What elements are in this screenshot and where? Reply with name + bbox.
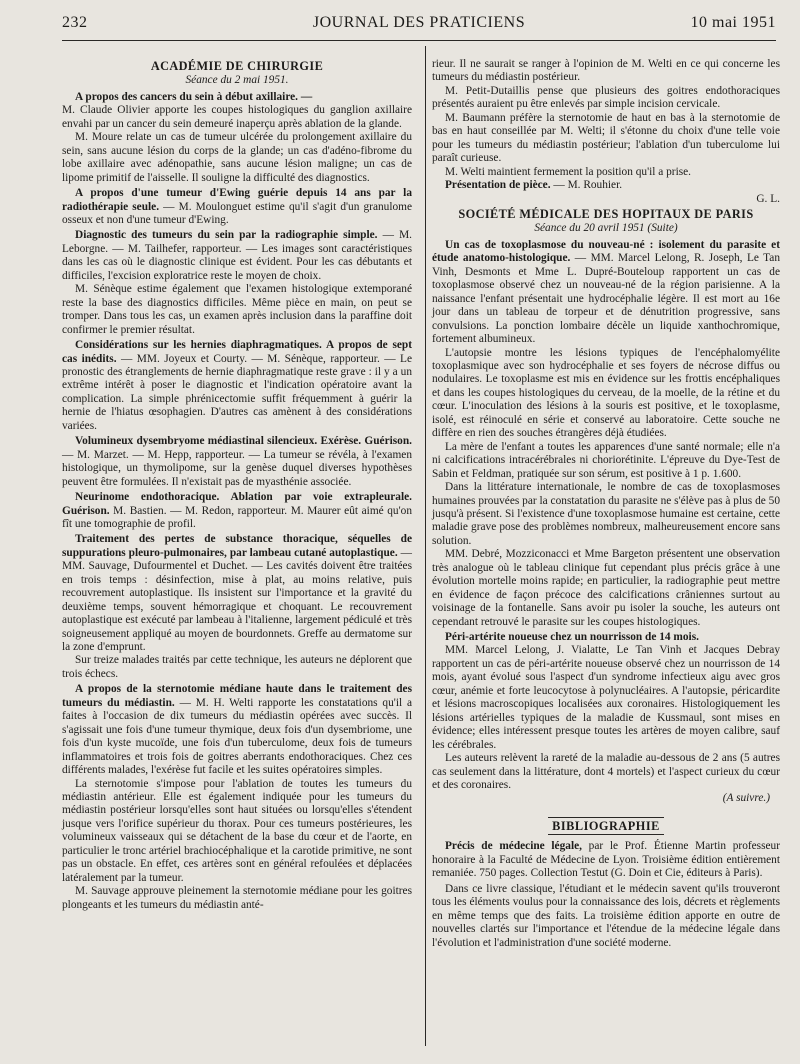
article-title: Péri-artérite noueuse chez un nourrisson de 14 mois. [445, 631, 699, 644]
issue-date: 10 mai 1951 [690, 14, 776, 31]
article-paragraph: La sternotomie s'impose pour l'ablation de toutes les tumeurs du médiastin antérieur. Elle est également indiquée pour les tumeurs du médiastin postérieur lorsqu'elles sont haut situées ou lorsqu'elles s'étendent jusque vers l'orifice supérieur du thorax. Pour ces tumeurs postérieures, les volumineux vaisseaux qui se détachent de la base du cœur et de l'aorte, en particulier le tronc artériel brachiocéphalique et la carotide primitive, ne sont pas un obstacle. En effet, ces artères sont en général refoulées et déplacées latéralement par la tumeur. [62, 777, 412, 884]
article-paragraph [432, 840, 780, 880]
article-title: Considérations sur les hernies diaphragmatiques. A propos de sept cas inédits. [62, 339, 412, 365]
article-title: A propos de la sternotomie médiane haute dans le traitement des tumeurs du médiastin. [62, 683, 412, 709]
journal-title: JOURNAL DES PRATICIENS [312, 14, 526, 31]
author-signature: G. L. [756, 192, 780, 205]
article-title: Traitement des pertes de substance thoracique, séquelles de suppurations pleuro-pulmonaires, par lambeau cutané autoplastique. [62, 533, 412, 559]
article-paragraph [62, 339, 412, 433]
section-title-academie: ACADÉMIE DE CHIRURGIE [150, 59, 324, 73]
article-paragraph: Dans ce livre classique, l'étudiant et le médecin savent qu'ils trouveront tous les éléments voulus pour la connaissance des lois, décrets et règlements en même temps que des faits. La troisième édition apporte en outre de nouvelles clartés sur l'importance et l'étendue de la médecine légale dans l'évolution et l'administration d'une société moderne. [432, 882, 780, 949]
bibliography-title: BIBLIOGRAPHIE [548, 817, 664, 835]
article-paragraph: M. Sénèque estime également que l'examen histologique extemporané reste la base des diagnostics difficiles. Même pièce en main, on peut se tromper. Dans tous les cas, un examen après inclusion dans la paraffine doit confirmer le premier résultat. [62, 283, 412, 336]
article-paragraph [432, 631, 780, 644]
article-title: Neurinome endothoracique. Ablation par voie extrapleurale. Guérison. [62, 491, 412, 517]
article-text: M. Bastien. — M. Redon, rapporteur. M. Maurer eût aimé qu'on fît une tomographie de profil. [62, 504, 412, 530]
article-paragraph [62, 435, 412, 489]
article-paragraph [62, 491, 412, 531]
article-title: Présentation de pièce. [445, 179, 551, 192]
article-paragraph: M. Claude Olivier apporte les coupes histologiques du ganglion axillaire envahi par un cancer du sein demeuré inaperçu après ablation de la glande. [62, 104, 412, 130]
article-text: — MM. Joyeux et Courty. — M. Sénèque, rapporteur. — Le pronostic des étranglements de hernie diaphragmatique reste grave : il y a un extrême intérêt à poser le diagnostic et l'indication opératoire avant la complication. La simple phrénicectomie suffit fréquemment à guérir la hernie de l'hiatus œsophagien. D'autres cas amènent à des considérations variées. [62, 352, 412, 432]
article-title: A propos des cancers du sein à début axillaire. — [75, 90, 313, 103]
article-paragraph [432, 239, 780, 347]
article-paragraph [62, 229, 412, 283]
section-title-societe: SOCIÉTÉ MÉDICALE DES HOPITAUX DE PARIS [458, 206, 754, 221]
article-paragraph: M. Baumann préfère la sternotomie de haut en bas à la sternotomie de bas en haut conseillée par M. Welti; il s'étonne du choix d'une telle voie pour les tumeurs du médiastin postérieur; l'ablation d'un tuberculome lui paraît curieuse. [432, 111, 780, 165]
column-divider [425, 46, 426, 1046]
article-paragraph: MM. Marcel Lelong, J. Vialatte, Le Tan Vinh et Jacques Debray rapportent un cas de péri-artérite noueuse observé chez un nourrisson de 14 mois, ayant évolué sous l'aspect d'un syndrome infectieux aigu avec gros cœur, anémie et forte leucocytose à polynucléaires. A l'autopsie, péricardite et lésions macroscopiques localisées aux coronaires. Histologiquement les lésions artérielles typiques de la maladie de Kussmaul, sont mises en évidence; elles intéressent presque toutes les artères de moyen calibre, sauf les cérébrales. [432, 644, 780, 751]
article-paragraph: L'autopsie montre les lésions typiques de l'encéphalomyélite toxoplasmique avec son hydrocéphalie et ses foyers de nécrose diffus ou nodulaires. Le toxoplasme est mis en évidence sur les frottis encéphaliques et dans les coupes histologiques du cerveau, de la moelle, de la rétine et du cœur. L'inoculation des lésions à la souris est positive, et le toxoplasme, isolé, est réinoculé en série et conservé au laboratoire. Cette souche ne diffère en rien des souches étrangères déjà étudiées. [432, 346, 780, 440]
article-paragraph: Sur treize malades traités par cette technique, les auteurs ne déplorent que trois échecs. [62, 654, 412, 680]
article-title: Diagnostic des tumeurs du sein par la radiographie simple. [75, 229, 378, 242]
right-column [432, 58, 780, 950]
article-paragraph: Dans la littérature internationale, le nombre de cas de toxoplasmoses humaines prouvées par la constatation du parasite ne s'élève pas à plus de 50 jusqu'à présent. Si l'existence d'une toxoplasmose humaine est certaine, cette maladie grave pose des problèmes nombreux, malheureusement encore sans solution. [432, 481, 780, 547]
article-text: — M. Moulonguet estime qu'il s'agit d'un granulome osseux et non d'une tumeur d'Ewing. [62, 200, 413, 226]
article-paragraph [62, 533, 412, 654]
article-paragraph: M. Petit-Dutaillis pense que plusieurs des goitres endothoraciques présentés auraient pu être enlevés par simple incision cervicale. [432, 84, 780, 111]
continued-note: (A suivre.) [722, 792, 770, 805]
page-header [62, 14, 776, 40]
article-text: — M. Leborgne. — M. Tailhefer, rapporteur. — Les images sont caractéristiques dans les cas où le diagnostic clinique est évident. Pour les cas débutants et difficiles, l'excision exploratrice reste le moyen de choix. [62, 229, 412, 282]
page-number: 232 [62, 14, 88, 31]
article-paragraph: MM. Debré, Mozziconacci et Mme Bargeton présentent une observation très analogue où le tableau clinique fut cependant plus précis grâce à une évolution mortelle moins rapide; en particulier, la radiographie peut mettre en évidence de façon précoce des calcifications crâniennes surtout au voisinage de la fontanelle. Sans avoir pu isoler la souche, les auteurs ont cependant retrouvé le parasite sur les coupes histologiques. [432, 548, 780, 628]
article-text: — MM. Sauvage, Dufourmentel et Duchet. — Les cavités doivent être traitées en trois temps : désinfection, mise à plat, au moins relative, puis recouvrement autoplastique. Ils insistent sur l'importance et la gravité du deuxième temps, souvent hémorragique et choquant. Le recouvrement autoplastique est exécuté par lambeau à l'italienne, largement pédiculé et très soigneusement appliqué au moyen de bourdonnets. Greffe au dermatome sur la zone d'emprunt. [62, 546, 412, 654]
article-paragraph [432, 179, 780, 192]
article-title: A propos d'une tumeur d'Ewing guérie depuis 14 ans par la radiothérapie seule. [62, 187, 412, 213]
book-details: par le Prof. Étienne Martin professeur honoraire à la Faculté de Médecine de Lyon. Troisième édition entièrement remaniée. 750 pages. Collection Testut (G. Doin et Cie, éditeurs à Paris). [432, 840, 780, 880]
article-paragraph: Les auteurs relèvent la rareté de la maladie au-dessous de 2 ans (5 autres cas seulement dans la littérature, dont 4 mortels) et l'aspect curieux du cœur et des coronaires. [432, 752, 780, 792]
article-title: Un cas de toxoplasmose du nouveau-né : isolement du parasite et étude anatomo-histologique. [432, 238, 780, 265]
left-column [62, 58, 412, 912]
article-paragraph [62, 683, 412, 777]
seance-date: Séance du 20 avril 1951 (Suite) [534, 222, 678, 235]
article-paragraph: M. Moure relate un cas de tumeur ulcérée du prolongement axillaire du sein, sans aucune lésion du corps de la glande; un cas d'adéno-fibrome du lobe axillaire avec adénopathie, sans aucune lésion maligne; un cas de lipome primitif de l'aisselle. Il souligne la difficulté des diagnostics. [62, 131, 412, 184]
article-text: — M. H. Welti rapporte les constatations qu'il a faites à l'occasion de dix tumeurs du médiastin opérées avec succès. Il s'agissait une fois d'une tumeur thymique, deux fois d'un dysembriome, une fois d'un kyste mucoïde, une fois d'un tuberculome, deux fois de tumeurs inflammatoires et trois fois de goitres aberrants endothoraciques. Chez ces différents malades, l'exérèse fut facile et les suites opératoires simples. [62, 696, 412, 777]
article-paragraph: M. Sauvage approuve pleinement la sternotomie médiane pour les goitres plongeants et les tumeurs du médiastin anté- [62, 885, 412, 911]
article-text: — M. Rouhier. [550, 179, 623, 192]
article-paragraph: La mère de l'enfant a toutes les apparences d'une santé normale; elle n'a ni calcifications intracérébrales ni choriorétinite. L'épreuve du Dye-Test de Sabin et Feldman, pratiquée sur son sérum, est positive à 1 p. 1.600. [432, 440, 780, 480]
book-title: Précis de médecine légale, [445, 840, 582, 853]
article-text: — M. Marzet. — M. Hepp, rapporteur. — La tumeur se révéla, à l'examen histologique, un thymolipome, sur la genèse duquel diverses hypothèses peuvent être formulées. Il n'existait pas de myasthénie associée. [62, 448, 412, 488]
article-title: Volumineux dysembryome médiastinal silencieux. Exérèse. Guérison. [75, 435, 412, 448]
article-paragraph [62, 187, 412, 227]
header-rule [62, 40, 776, 41]
bibliography-heading [432, 820, 780, 834]
article-paragraph: rieur. Il ne saurait se ranger à l'opinion de M. Welti en ce qui concerne les tumeurs du médiastin postérieur. [432, 58, 780, 84]
article-paragraph [62, 91, 412, 104]
seance-date: Séance du 2 mai 1951. [185, 74, 289, 87]
article-text: — MM. Marcel Lelong, R. Joseph, Le Tan Vinh, Desmonts et Mme L. Dupré-Bouteloup rapportent un cas de toxoplasmose observé chez un nouveau-né de la région parisienne. A la naissance l'enfant présentait une hydrocéphalie légère. Il est mort au 16e jour dans un tableau de torpeur et de dénutrition progressive, sans convulsions. La ponction lombaire décèle un liquide xanthochromique, fortement albumineux. [432, 252, 780, 346]
article-paragraph: M. Welti maintient fermement la position qu'il a prise. [445, 165, 692, 178]
